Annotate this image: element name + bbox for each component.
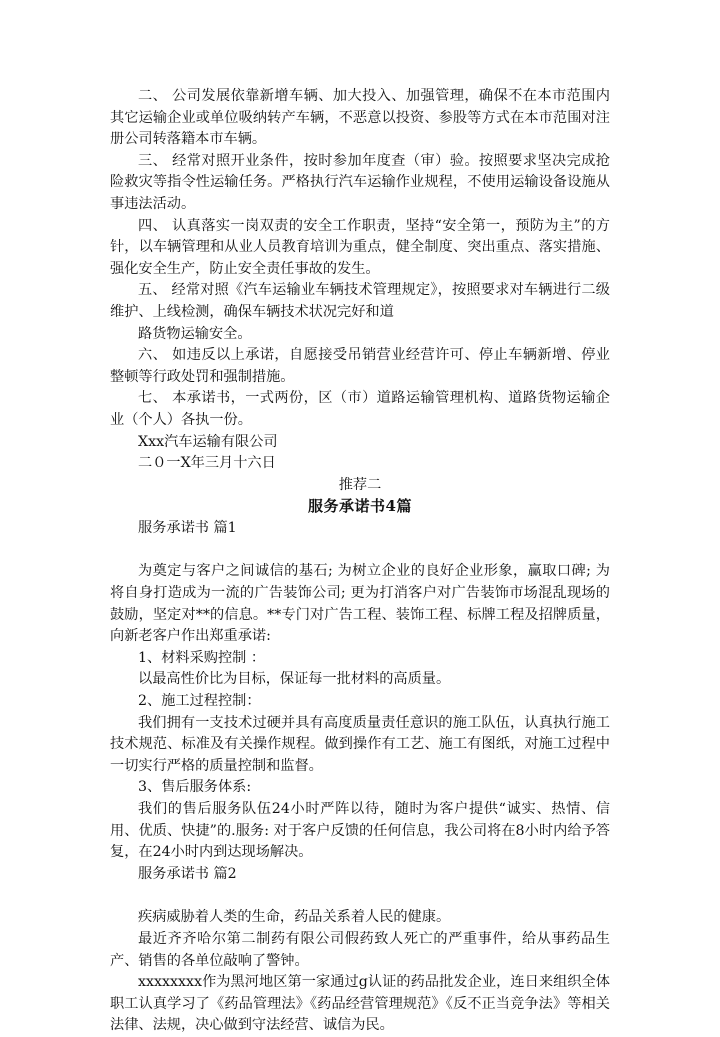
article-1-section-1-text: 以最高性价比为目标，保证每一批材料的高质量。 [138, 671, 451, 688]
article-1-section-2: 2、施工过程控制： [138, 693, 261, 710]
commitment-item-5: 五、 经常对照《汽车运输业车辆技术管理规定》，按照要求对车辆进行二级维护、上线检测，确保车辆技术状况完好和道 [110, 282, 610, 320]
article-2-paragraph-3: xxxxxxxx作为黑河地区第一家通过g认证的药品批发企业，连日来组织全体职工认真学习了《药品管理法》《药品经营管理规范》《反不正当竞争法》等相关法律、法规，决心做到守法经营、诚信为民。 [110, 974, 610, 1034]
spacer [110, 885, 610, 907]
article-1-section-3: 3、售后服务体系: [138, 779, 252, 796]
spacer [110, 539, 610, 561]
signature-date: 二０一X年三月十六日 [138, 455, 276, 472]
document-title: 服务承诺书4篇 [308, 497, 412, 516]
article-2-paragraph-2: 最近齐齐哈尔第二制药有限公司假药致人死亡的严重事件，给从事药品生产、销售的各单位敲响了警钟。 [110, 930, 610, 969]
article-1-section-3-text: 我们的售后服务队伍24小时严阵以待，随时为客户提供“诚实、热情、信用、优质、快捷”的.服务: 对于客户反馈的任何信息，我公司将在8小时内给予答复，在24小时内到达现场解决。 [110, 801, 610, 861]
article-1-heading: 服务承诺书 篇1 [138, 519, 237, 536]
commitment-item-2: 二、 公司发展依靠新增车辆、加大投入、加强管理，确保不在本市范围内其它运输企业或单位吸纳转产车辆，不恶意以投资、参股等方式在本市范围对注册公司转落籍本市车辆。 [110, 88, 610, 148]
article-2-paragraph-1: 疾病威胁着人类的生命，药品关系着人民的健康。 [138, 909, 451, 926]
commitment-item-3: 三、 经常对照开业条件，按时参加年度查（审）验。按照要求坚决完成抢险救灾等指令性运输任务。严格执行汽车运输作业规程，不使用运输设备设施从事违法活动。 [110, 152, 610, 212]
article-1-intro: 为奠定与客户之间诚信的基石; 为树立企业的良好企业形象，赢取口碑; 为将自身打造成为一流的广告装饰公司; 更为打消客户对广告装饰市场混乱现场的鼓励，坚定对**的信息。**专门对广告工程、装饰工程、标牌工程及招牌质量，向新老客户作出郑重承诺: [110, 563, 610, 645]
commitment-item-7: 七、 本承诺书，一式两份，区（市）道路运输管理机构、道路货物运输企业（个人）各执一份。 [110, 390, 610, 428]
commitment-item-4: 四、 认真落实一岗双责的安全工作职责，坚持“安全第一，预防为主”的方针，以车辆管理和从业人员教育培训为重点，健全制度、突出重点、落实措施、强化安全生产，防止安全责任事故的发生。 [110, 217, 610, 277]
article-1-section-2-text: 我们拥有一支技术过硬并具有高度质量责任意识的施工队伍，认真执行施工技术规范、标准及有关操作规程。做到操作有工艺、施工有图纸，对施工过程中一切实行严格的质量控制和监督。 [110, 714, 610, 774]
article-1-section-1: 1、材料采购控制 ： [138, 649, 266, 666]
commitment-item-5-continued: 路货物运输安全。 [138, 325, 252, 342]
recommendation-label: 推荐二 [338, 476, 382, 493]
commitment-item-6: 六、 如违反以上承诺，自愿接受吊销营业经营许可、停止车辆新增、停业整顿等行政处罚和强制措施。 [110, 347, 610, 385]
company-signature: Xxx汽车运输有限公司 [138, 433, 278, 450]
article-2-heading: 服务承诺书 篇2 [138, 865, 237, 882]
